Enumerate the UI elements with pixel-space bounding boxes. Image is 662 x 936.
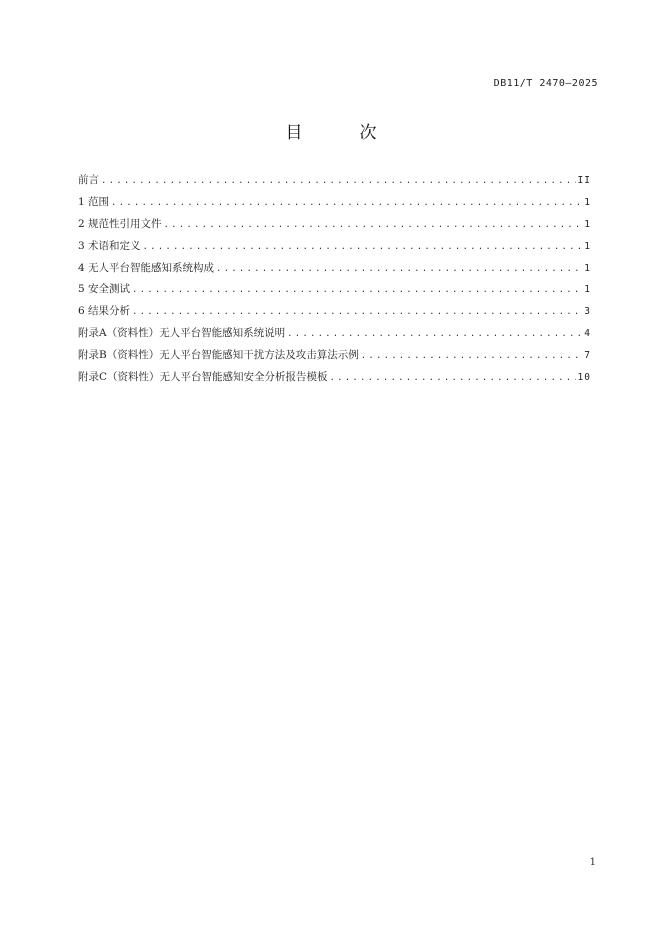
toc-leader-dots [101,173,576,189]
toc-entry-result-analysis[interactable] [78,303,591,325]
toc-entry-page: II [577,175,591,186]
toc-entry-page: 1 [584,284,591,296]
toc-leader-dots [361,348,583,364]
toc-entry-page: 1 [584,218,591,230]
page-title: 目 次 [285,123,397,143]
toc-entry-appendix-c[interactable] [78,369,591,391]
toc-entry-page: 10 [577,372,591,384]
toc-entry-label: 3 术语和定义 [78,239,141,252]
toc-entry-label: 附录C（资料性）无人平台智能感知安全分析报告模板 [78,371,328,384]
toc-leader-dots [287,326,582,342]
toc-leader-dots [216,261,582,277]
toc-entry-page: 1 [584,262,591,274]
standard-code: DB11/T 2470—2025 [493,78,598,89]
toc-leader-dots [132,304,582,320]
toc-entry-security-testing[interactable] [78,281,591,303]
toc-entry-appendix-b[interactable] [78,347,591,369]
table-of-contents [78,172,591,391]
toc-entry-page: 4 [584,328,591,340]
toc-leader-dots [132,282,582,298]
toc-entry-label: 6 结果分析 [78,305,131,318]
toc-entry-label: 前言 [78,174,99,186]
toc-leader-dots [164,217,583,233]
page-number: 1 [589,857,596,868]
toc-entry-system-composition[interactable] [78,260,591,282]
toc-entry-page: 7 [584,350,591,362]
toc-entry-page: 1 [584,240,591,252]
toc-entry-label: 5 安全测试 [78,283,131,296]
toc-entry-normative-references[interactable] [78,216,591,238]
toc-entry-terms-definitions[interactable] [78,238,591,260]
toc-entry-scope[interactable] [78,194,591,216]
toc-entry-label: 附录B（资料性）无人平台智能感知干扰方法及攻击算法示例 [78,349,359,362]
toc-entry-foreword[interactable] [78,172,591,194]
toc-entry-page: 1 [584,196,591,208]
toc-entry-label: 2 规范性引用文件 [78,217,162,230]
toc-entry-appendix-a[interactable] [78,325,591,347]
toc-leader-dots [330,370,576,386]
toc-entry-label: 附录A（资料性）无人平台智能感知系统说明 [78,327,286,340]
toc-entry-label: 1 范围 [78,195,110,208]
toc-entry-page: 3 [584,306,591,318]
toc-entry-label: 4 无人平台智能感知系统构成 [78,261,215,274]
toc-leader-dots [143,239,583,255]
toc-leader-dots [111,195,582,211]
